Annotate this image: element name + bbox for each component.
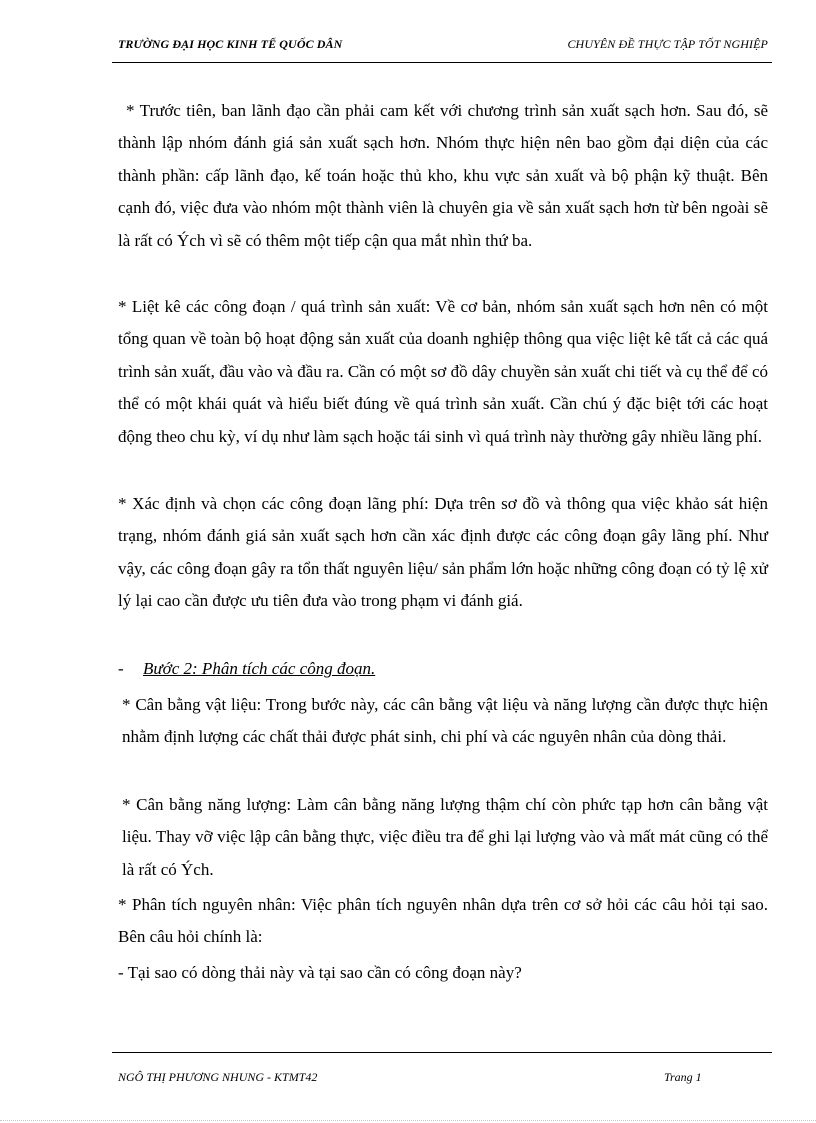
- footer-page-number: Trang 1: [664, 1070, 702, 1084]
- header-rule: [112, 62, 772, 63]
- paragraph-identify-waste: * Xác định và chọn các công đoạn lãng phí: Dựa trên sơ đồ và thông qua việc khảo sát hiện trạng, nhóm đánh giá sản xuất sạch hơn cần xác định được các công đoạn gây lãng phí. Như vậy, các công đoạn gây ra tổn thất nguyên liệu/ sản phẩm lớn hoặc những công đoạn có tỷ lệ xử lý lại cao cần được ưu tiên đưa vào trong phạm vi đánh giá.: [118, 494, 768, 611]
- paragraph-cause-analysis: * Phân tích nguyên nhân: Việc phân tích nguyên nhân dựa trên cơ sở hỏi các câu hỏi tại sao. Bên câu hỏi chính là:: [118, 895, 768, 947]
- paragraph-question: - Tại sao có dòng thải này và tại sao cần có công đoạn này?: [118, 963, 522, 982]
- page-edge: [0, 1120, 816, 1121]
- header-document-title: CHUYÊN ĐỀ THỰC TẬP TỐT NGHIỆP: [567, 37, 768, 51]
- paragraph-list-processes: * Liệt kê các công đoạn / quá trình sản xuất: Về cơ bản, nhóm sản xuất sạch hơn nên có một tổng quan về toàn bộ hoạt động sản xuất của doanh nghiệp thông qua việc liệt kê tất cả các quá trình sản xuất, đầu vào và đầu ra. Cần có một sơ đồ dây chuyền sản xuất chi tiết và cụ thể để có thể có một khái quát và hiểu biết đúng về quá trình sản xuất. Cần chú ý đặc biệt tới các hoạt động theo chu kỳ, ví dụ như làm sạch hoặc tái sinh vì quá trình này thường gây nhiều lãng phí.: [118, 297, 768, 446]
- paragraph-energy-balance: * Cân bằng năng lượng: Làm cân bằng năng lượng thậm chí còn phức tạp hơn cân bằng vật liệu. Thay vỡ việc lập cân bằng thực, việc điều tra để ghi lại lượng vào và mất mát cũng có thể là rất có Ých.: [122, 795, 768, 879]
- paragraph-leadership-commitment: * Trước tiên, ban lãnh đạo cần phải cam kết với chương trình sản xuất sạch hơn. Sau đó, sẽ thành lập nhóm đánh giá sản xuất sạch hơn. Nhóm thực hiện nên bao gồm đại diện của các thành phần: cấp lãnh đạo, kế toán hoặc thủ kho, khu vực sản xuất và bộ phận kỹ thuật. Bên cạnh đó, việc đưa vào nhóm một thành viên là chuyên gia về sản xuất sạch hơn từ bên ngoài sẽ là rất có Ých vì sẽ có thêm một tiếp cận qua mắt nhìn thứ ba.: [118, 101, 768, 250]
- footer-author: NGÔ THỊ PHƯƠNG NHUNG - KTMT42: [118, 1070, 318, 1084]
- step-title: Bước 2: Phân tích các công đoạn.: [143, 659, 376, 678]
- step-dash: -: [118, 659, 124, 678]
- footer-rule: [112, 1052, 772, 1053]
- step-heading: [118, 653, 375, 685]
- paragraph-material-balance: * Cân bằng vật liệu: Trong bước này, các cân bằng vật liệu và năng lượng cần được thực hiện nhằm định lượng các chất thải được phát sinh, chi phí và các nguyên nhân của dòng thải.: [122, 695, 768, 747]
- header-school-name: TRƯỜNG ĐẠI HỌC KINH TẾ QUỐC DÂN: [118, 37, 343, 51]
